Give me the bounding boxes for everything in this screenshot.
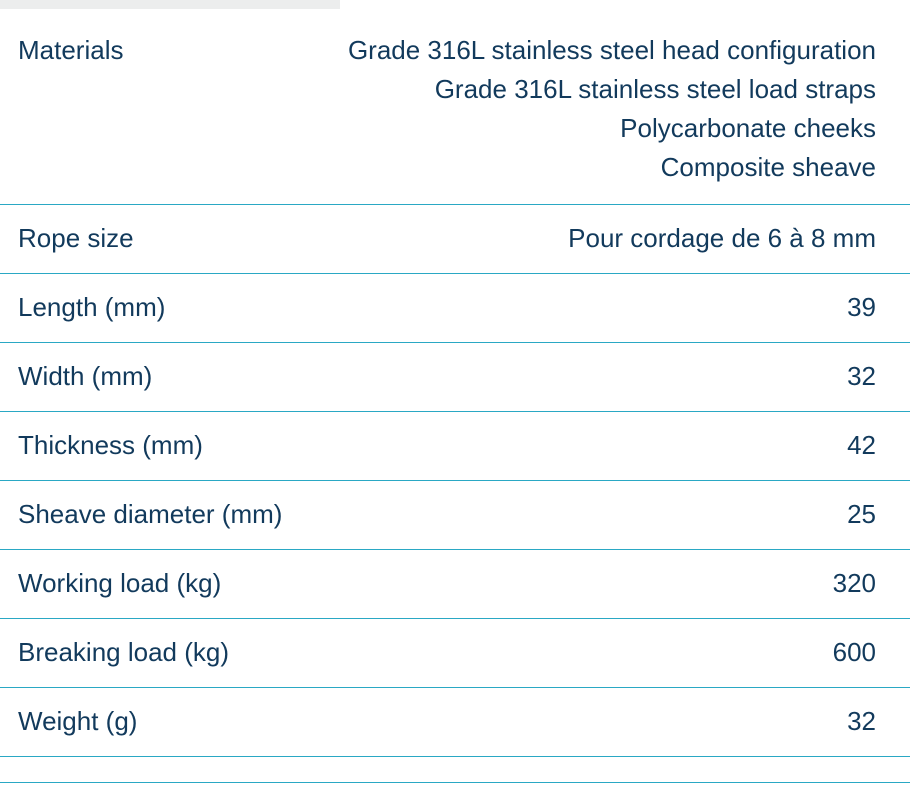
row-value: 42 [847,430,876,460]
table-bottom-rule [0,782,910,783]
row-label: Weight (g) [18,706,138,736]
table-row [0,274,910,343]
row-label: Thickness (mm) [18,430,203,460]
row-value: 320 [832,568,876,598]
row-label: Rope size [18,223,134,253]
table-row [0,343,910,412]
table-row [0,481,910,550]
row-value-line: Polycarbonate cheeks [620,113,876,143]
specifications-table [0,9,910,757]
table-row [0,688,910,757]
row-value: 600 [832,637,876,667]
row-value: 39 [847,292,876,322]
row-label: Sheave diameter (mm) [18,499,283,529]
row-value-line: Grade 316L stainless steel head configuration [347,35,876,65]
table-row [0,205,910,274]
row-value: 32 [847,361,876,391]
row-label: Length (mm) [18,292,166,322]
top-strip [0,0,340,9]
table-row [0,550,910,619]
row-value: Pour cordage de 6 à 8 mm [568,223,876,253]
row-label: Materials [18,35,124,65]
row-value [123,31,876,187]
row-value: 32 [847,706,876,736]
table-row [0,412,910,481]
row-label: Working load (kg) [18,568,222,598]
row-value: 25 [847,499,876,529]
row-label: Breaking load (kg) [18,637,229,667]
row-value-line: Grade 316L stainless steel load straps [434,74,876,104]
row-value-line: Composite sheave [660,152,876,182]
row-label: Width (mm) [18,361,153,391]
table-row [0,9,910,205]
table-row [0,619,910,688]
